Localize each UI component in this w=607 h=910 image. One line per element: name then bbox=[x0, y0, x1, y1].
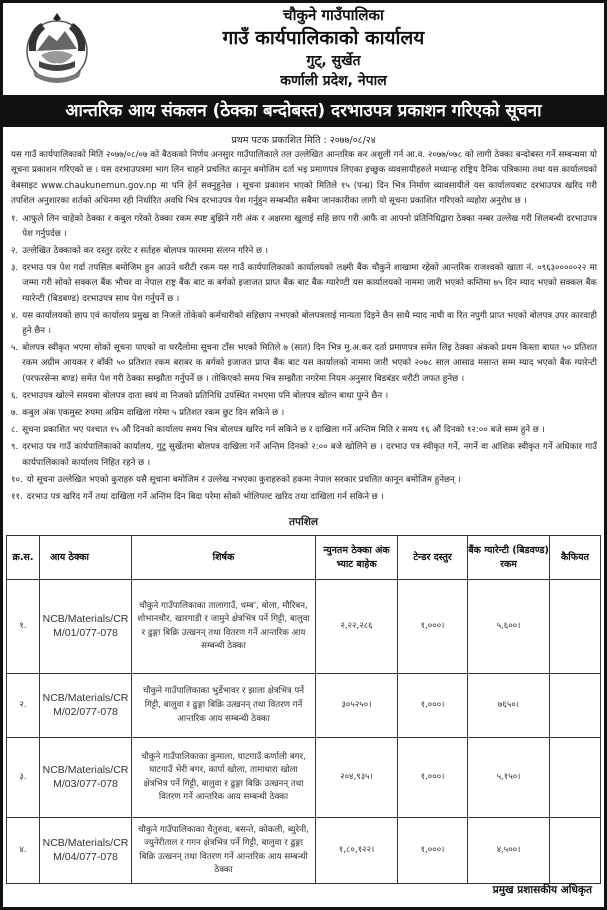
cell-title: चौकुने गाउँपालिकाका भुर्डेभावर र झाला क्षेत्रभित्र पर्ने गिट्टी, बालुवा र ढुङ्गा बिक्रि उत्खनन् तथा वितरण गर्ने आन्तरिक आय सम्बन्धी ठेक्का bbox=[132, 674, 316, 738]
terms-list bbox=[3, 210, 604, 506]
cell-tender-fee: १,०००। bbox=[398, 738, 468, 818]
cell-code: NCB/Materials/CRM/02/077-078 bbox=[40, 674, 132, 738]
cell-serial: ४. bbox=[7, 818, 40, 884]
table-header-row bbox=[7, 536, 601, 580]
cell-min-amount: १,८०,१२२। bbox=[316, 818, 398, 884]
term-item: २. उल्लेखित ठेक्काको कर दस्तुर दररेट र सर्तहरु बोलपत्र फारममा संलग्न गरिने छ । bbox=[11, 246, 269, 257]
intro-paragraph: यस गाउँ कार्यपालिकाको मिति २०७७/०८/०७ को बैठकको निर्णय अनसुार गाउँपालिकाले तल उल्लेखित आन्तरिक कर अशुली गर्न आ.व. २०७७/०७८ को लागी ठेक्का बन्दोबस्त गर्ने सम्बन्धमा यो सूचना प्रकाशन गरिएको छ । यस दरभाउपत्रमा भाग लिन चाहने प्रचलित कानून बमोजिम दर्ता भइ प्रमाणपत्र लिएका इच्छुक व्यवसायीहरुले मध्यान्ह राष्ट्रिय दैनिक पत्रिकामा तथा यस कार्यालयको वेबसाइट www.chaukunemun.gov.np मा पनि हेर्न सक्नुहुनेछ । सूचना प्रकाशन भएको मितिले १५ (पन्ध्र) दिन भित्र निर्माण व्यावसायीले यस कार्यालयबाट दरभाउपत्र खरिद गरी तपशिल अनुशारका शर्तको अधिनमा रही निर्धारित अवधि भित्र दरभाउपत्र पेश गर्नुहुन सम्बन्धीत सबैमा जानकारीका लागी यो सूचना प्रकाशित गरिएको व्यहोरा अनुरोध छ । bbox=[11, 150, 597, 207]
cell-serial: १. bbox=[7, 580, 40, 674]
term-item: ८. सूचना प्रकाशित भए पश्चात १५ औं दिनको कार्यालय समय भित्र बोलपत्र खरिद गर्न सकिने छ र दाखिला गर्ने अन्तिम मिति र समय १६ औं दिनको १२:०० बजे सम्म हुने छ । bbox=[11, 425, 545, 436]
province-country: कर्णाली प्रदेश, नेपाल bbox=[280, 73, 387, 89]
cell-tender-fee: १,०००। bbox=[398, 818, 468, 884]
cell-min-amount: २०४,९३५। bbox=[316, 738, 398, 818]
cell-remarks bbox=[550, 580, 601, 674]
term-item: ११. दरभाउ पत्र खरिद गर्ने तथा दाखिला गर्ने अन्तिम दिन बिदा परेमा सोको भोलिपल्ट खरिद तथा दाखिला गर्न सकिने छ । bbox=[11, 492, 384, 503]
cell-remarks bbox=[550, 738, 601, 818]
col-tender-fee: टेन्डर दस्तुर bbox=[398, 536, 468, 580]
cell-bid-bond: ५,६००। bbox=[468, 580, 550, 674]
table-row bbox=[7, 738, 601, 818]
schedule-title: तपशिल bbox=[289, 516, 318, 529]
office-name: गाउँ कार्यपालिकाको कार्यालय bbox=[222, 27, 425, 49]
letterhead bbox=[3, 3, 604, 93]
notice-title-banner: आन्तरिक आय संकलन (ठेक्का बन्दोबस्त) दरभाउपत्र प्रकाशन गरिएको सूचना bbox=[3, 95, 604, 127]
cell-min-amount: २,२२,२८६ bbox=[316, 580, 398, 674]
cell-code: NCB/Materials/CRM/01/077-078 bbox=[40, 580, 132, 674]
municipality-name: चौकुने गाउँपालिका bbox=[283, 6, 384, 24]
cell-title: चौकुने गाउँपालिकाका कुमाला, घाटगाउँ कर्णाली बगर, घाटगाउँ भेरी बगर, कार्पा खोला, तामाधारा खोला क्षेत्रभित्र पर्ने गिट्टी, बालुवा र ढुङ्गा बिक्रि उत्खनन् तथा वितरण गर्ने आन्तरिक आय सम्बन्धी ठेक्का bbox=[132, 738, 316, 818]
term-item: ७. कबुल अंक एकमुस्ट रुपमा अग्रिम दाखिला गरेमा ५ प्रतिशत रकम छुट दिन सकिने छ । bbox=[11, 408, 285, 419]
cell-remarks bbox=[550, 818, 601, 884]
term-item: ५. बोलपत्र स्वीकृत भएमा सोको सूचना पाएको वा घरदैलोमा सूचना टाँस भएको मितिले ७ (सात) दिन भित्र मु.अ.कर दर्ता प्रमाणपत्र समेत लिइ ठेक्का अंकको प्रथम किस्ता बापत ५० प्रतिशत रकम अग्रीम आयकर र बाँकी ५० प्रतिशत रकम बराबर क बर्गको इजाजत प्राप्त बैंक बाट यस कार्यालको नाममा जारी भएको २०७८ साल आसाढ मसान्त सम्म म्याद भएको बैंक ग्यारेन्टी (परफरसेन्स बण्ड) समेत पेश गरी ठेक्का सम्झौता गर्नुपर्ने छ । तोकिएको समय भित्र सम्झौता नगरेमा नियम अनुसार बिडबंडर धरौटी जफत हुनेछ । bbox=[11, 343, 597, 384]
signatory-title: प्रमुख प्रशासकीय अधिकृत bbox=[492, 884, 592, 896]
table-row bbox=[7, 580, 601, 674]
col-revenue-contract: आय ठेक्का bbox=[40, 536, 132, 580]
term-item: ४. यस कार्यालयको छाप एवं कार्यालय प्रमुख वा निजले तोकेको कर्मचारीको सहिछाप नभएको बोलपत्रलाई मान्यता दिइने छैन साथै म्याद नाघी वा रित नपुगी प्राप्त भएको बोलपत्र उपर कारवाही हुने छैन । bbox=[11, 310, 597, 337]
cell-serial: ३. bbox=[7, 738, 40, 818]
col-remarks: कैफियत bbox=[550, 536, 601, 580]
term-item: ३. दरभाउ पत्र पेश गर्दा तपसिल बमोजिम हुन आउने धरौटी रकम यस गाउँ कार्यपालिकाको कार्यालयको लक्ष्मी बैंक चौकुने शाखामा रहेको आन्तरिक राजश्वको खाता नं. ०९६३०००००२२ मा जम्मा गरी सोको सक्कल बैंक भौचर वा नेपाल राष्ट्र बैंक बाट क बर्गको इजाजत प्राप्त बैंक बाट बैंक ग्यारेण्टी यस कार्यालयको नाममा जारी भएको कम्तिमा ७५ दिन म्याद भएको सक्कल बैंक ग्यारेन्टी (बिडबण्ड) दरभाउपत्र साथ पेश गर्नुपर्ने छ । bbox=[11, 263, 597, 304]
cell-title: चौकुने गाउँपालिकाका चैतुरुवा, बसन्ते, कोकली, ब्युरेनी, ज्युनेरीताल र गगन क्षेत्रभित्र पर्ने गिट्टी, बालुवा र ढुङ्गा बिक्रि उत्खनन् तथा वितरण गर्ने आन्तरिक आय सम्बन्धी ठेक्का bbox=[132, 818, 316, 884]
col-title: शिर्षक bbox=[132, 536, 316, 580]
col-bid-bond: बैंक ग्यारेन्टी (बिडवण्ड) रकम bbox=[468, 536, 550, 580]
cell-tender-fee: १,०००। bbox=[398, 580, 468, 674]
cell-bid-bond: ४,५००। bbox=[468, 818, 550, 884]
table-row bbox=[7, 674, 601, 738]
cell-remarks bbox=[550, 674, 601, 738]
term-item: १०. यो सूचना उल्लेखित भएको कुराहरु यसै सूचाना बमोजिम र उल्लेख नभएका कुराहरुको हकमा नेपाल सरकार प्रचलित कानून बमोजिम हुनेछन् । bbox=[11, 474, 461, 485]
term-item: ९. दरभाउ पत्र गाउँ कार्यपालिकाको कार्यालय, गुटु सुर्खेतमा बोलपत्र दाखिला गर्ने अन्तिम दिनको २:०० बजे खोलिने छ । दरभाउ पत्र स्वीकृत गर्ने, नगर्ने वा आंशिक स्वीकृत गर्ने अधिकार गाउँ कार्यपालिकाको कार्यालय निहित रहने छ । bbox=[11, 442, 597, 468]
schedule-table bbox=[6, 535, 601, 884]
term-item: ६. दरभाउपत्र खोल्ने समयमा बोलपत्र दाता स्वयं वा निजको प्रतिनिधि उपस्थित नभएमा पनि बोलपत्र खोल्न बाधा पुग्ने छैन । bbox=[11, 390, 389, 401]
cell-min-amount: ३०५२५०। bbox=[316, 674, 398, 738]
table-row bbox=[7, 818, 601, 884]
cell-title: चौकुने गाउँपालिकाका तालागाउँ, धम्ब', बोला, मौरिबन, शोभानचौर, खारगाडी र जामुने क्षेत्रभित्र पर्ने गिट्टी, बालुवा र ढुङ्गा बिक्रि उत्खनन् तथा वितरण गर्ने आन्तरिक आय सम्बन्धी ठेक्का bbox=[132, 580, 316, 674]
office-location: गुट्, सुर्खेत bbox=[306, 53, 361, 69]
cell-bid-bond: ५,१५०। bbox=[468, 738, 550, 818]
cell-bid-bond: ७६५०। bbox=[468, 674, 550, 738]
cell-code: NCB/Materials/CRM/04/077-078 bbox=[40, 818, 132, 884]
term-item: १. आफुले लिन चाहेको ठेक्का र कबुल गरेको ठेक्का रकम स्पष्ट बुझिने गरी अंक र अक्षरमा खुलाई सहि छाप गरी आफै वा आफ्नो प्रतिनिधिद्वारा ठेक्का नम्बर उल्लेख गरी शिलबन्धी दरभाउपत्र पेश गर्नुपर्दछ । bbox=[11, 213, 597, 239]
col-min-amount: न्युनतम ठेक्का अंक भ्याट बाहेक bbox=[316, 536, 398, 580]
col-serial: क्र.स. bbox=[7, 536, 40, 580]
cell-serial: २. bbox=[7, 674, 40, 738]
cell-tender-fee: १,०००। bbox=[398, 674, 468, 738]
cell-code: NCB/Materials/CRM/03/077-078 bbox=[40, 738, 132, 818]
publication-date: प्रथम पटक प्रकाशित मिति : २०७७/०८/२४ bbox=[231, 135, 376, 146]
